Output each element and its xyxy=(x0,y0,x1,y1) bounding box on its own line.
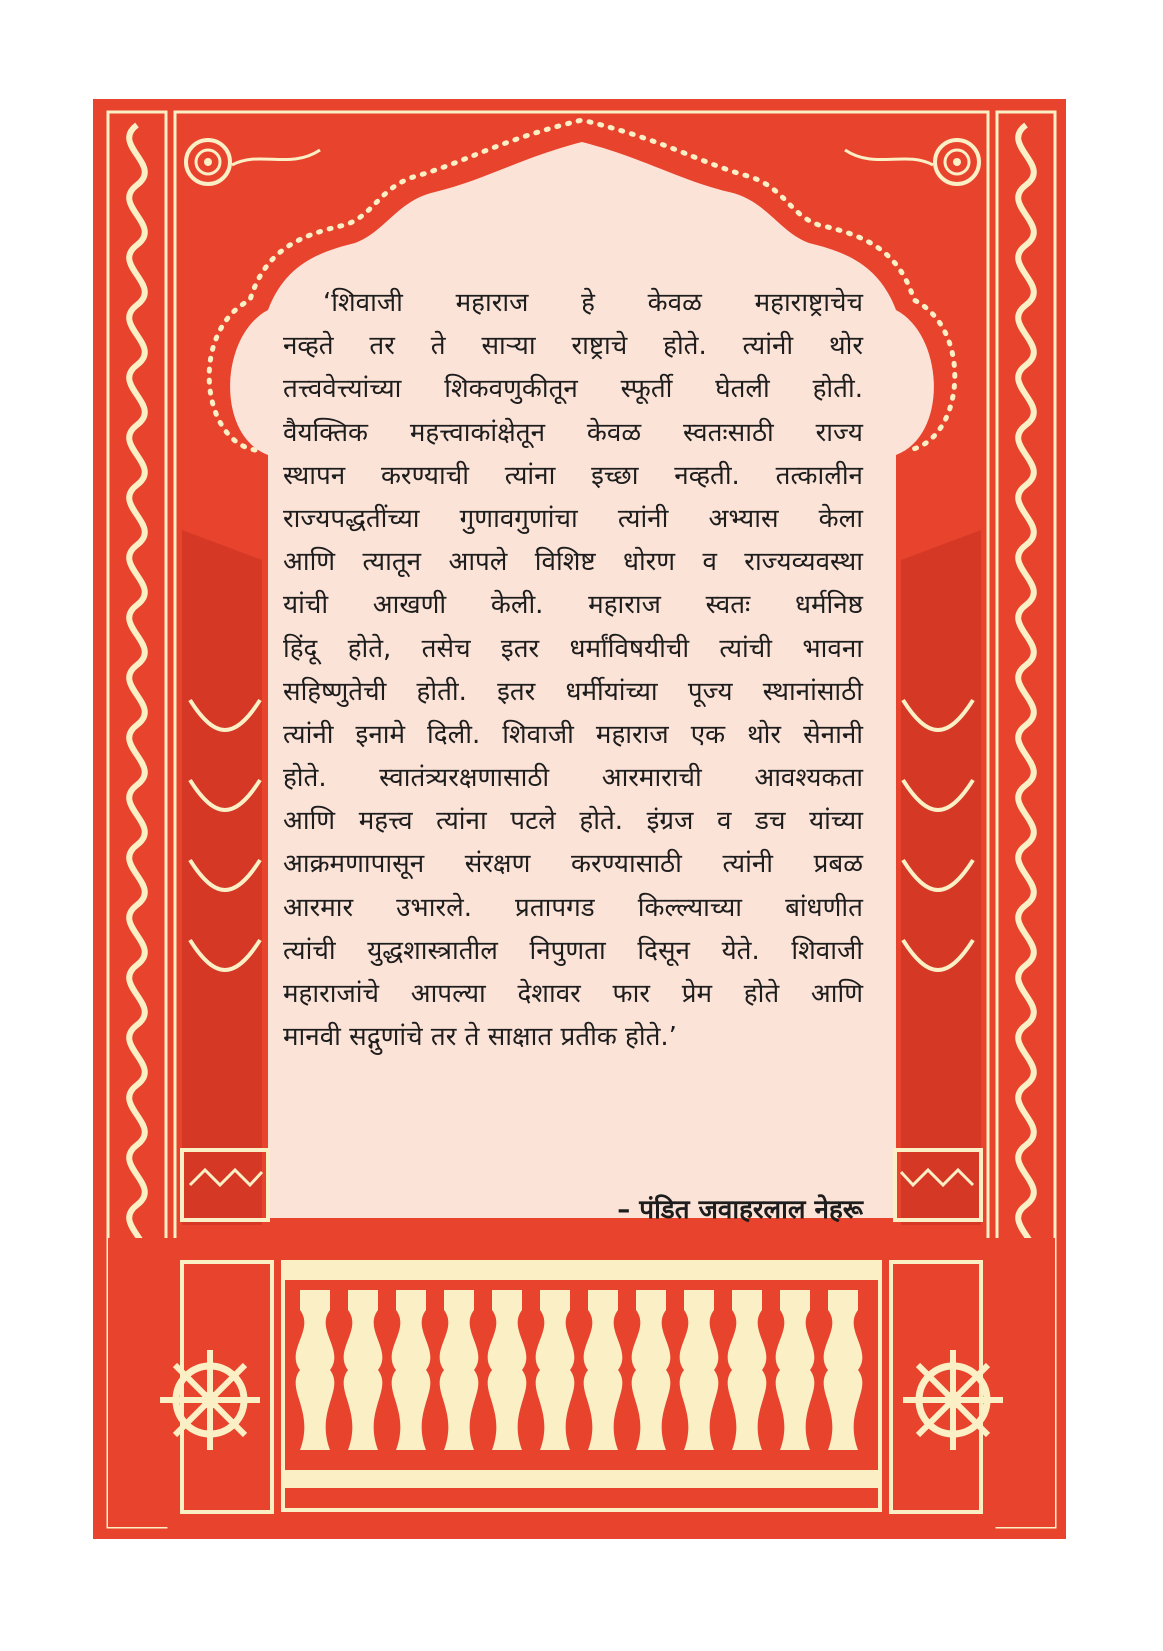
quote-line: हिंदू होते, तसेच इतर धर्मांविषयीची त्यांची भावना xyxy=(283,633,863,664)
quote-line: आणि त्यातून आपले विशिष्ट धोरण व राज्यव्यवस्था xyxy=(283,547,863,578)
quote-line: मानवी सद्गुणांचे तर ते साक्षात प्रतीक होते.’ xyxy=(283,1022,677,1053)
quote-line: त्यांनी इनामे दिली. शिवाजी महाराज एक थोर सेनानी xyxy=(283,719,863,750)
quote-line: स्थापन करण्याची त्यांना इच्छा नव्हती. तत्कालीन xyxy=(283,460,863,491)
right-pillar xyxy=(895,530,981,1225)
quote-line: आक्रमणापासून संरक्षण करण्यासाठी त्यांनी प्रबळ xyxy=(283,849,863,880)
quote-line: ‘शिवाजी महाराज हे केवळ महाराष्ट्राचेच xyxy=(323,288,863,318)
quote-line: नव्हते तर ते साऱ्या राष्ट्राचे होते. त्यांनी थोर xyxy=(283,331,863,362)
quote-text xyxy=(283,282,863,1059)
ship-wheel-icon xyxy=(903,1350,1003,1450)
attribution: – पंडित जवाहरलाल नेहरू xyxy=(617,1195,863,1225)
quote-line: यांची आखणी केली. महाराज स्वतः धर्मनिष्ठ xyxy=(283,590,863,621)
left-pillar xyxy=(182,530,268,1225)
quote-line: आरमार उभारले. प्रतापगड किल्ल्याच्या बांधणीत xyxy=(283,892,863,923)
quote-line: आणि महत्त्व त्यांना पटले होते. इंग्रज व डच यांच्या xyxy=(283,806,863,837)
quote-line: महाराजांचे आपल्या देशावर फार प्रेम होते आणि xyxy=(283,979,863,1009)
quote-line: वैयक्तिक महत्त्वाकांक्षेतून केवळ स्वतःसाठी राज्य xyxy=(283,417,863,448)
ship-wheel-icon xyxy=(160,1350,260,1450)
quote-line: सहिष्णुतेची होती. इतर धर्मीयांच्या पूज्य स्थानांसाठी xyxy=(283,676,863,707)
quote-line: होते. स्वातंत्र्यरक्षणासाठी आरमाराची आवश्यकता xyxy=(283,763,863,794)
quote-line: त्यांची युद्धशास्त्रातील निपुणता दिसून येते. शिवाजी xyxy=(283,935,863,966)
quote-line: तत्त्ववेत्त्यांच्या शिकवणुकीतून स्फूर्ती घेतली होती. xyxy=(283,374,863,405)
quote-line: राज्यपद्धतींच्या गुणावगुणांचा त्यांनी अभ्यास केला xyxy=(283,503,863,534)
